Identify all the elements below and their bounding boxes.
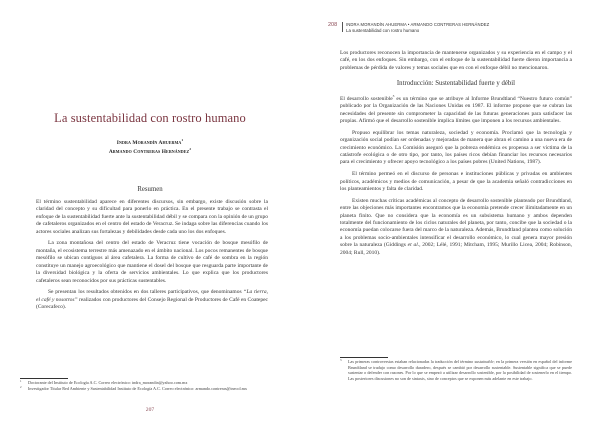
footnote-text: Investigador Titular Red Ambiente y Sustentabilidad Instituto de Ecología A.C. Correo electrónico: armando.contreras@inecol.mx xyxy=(28,385,248,391)
page-number: 208 xyxy=(328,22,338,28)
workshop-title: “La tierra, el café y nosotros” xyxy=(36,289,268,303)
running-head-divider xyxy=(342,22,343,32)
text-run: Las primeras controversias estaban relacionadas la traducción del término xyxy=(348,359,475,364)
author-name: Indra Morandín Ahuerma xyxy=(116,139,182,146)
footnote-mark: 1 xyxy=(181,138,184,142)
footnote-ref[interactable]: 3 xyxy=(392,93,395,98)
page-number: 207 xyxy=(145,407,155,413)
abstract-paragraph: La zona montañosa del centro del estado de Veracruz tiene vocación de bosque mesófilo de montaña, el ecosistema terrestre más amenazado en el ámbito nacional. Los pocos remanentes de bosque mesófilo se ubican contiguos al área cafetalera. La forma de cultivo de café de sombra en la región constituye un manejo agroecológico que mantiene el dosel del bosque que resguarda parte importante de la diversidad biológica y la oferta de servicios ambientales. Lo que explica que los productores cafetaleros sean reconocidos por sus prácticas sustentables. xyxy=(36,240,268,284)
body-paragraph xyxy=(340,198,572,258)
abstract-body xyxy=(36,199,268,316)
article-title: La sustentabilidad con rostro humano xyxy=(54,111,246,125)
footnote-divider xyxy=(340,357,388,358)
footnote-mark: 3 xyxy=(340,358,342,362)
text-run: Se presentan los resultados obtenidos en dos talleres participativos, que denominamos xyxy=(48,289,244,296)
footnote xyxy=(340,359,572,381)
author-name: Armando Contreras Hernández xyxy=(108,148,190,155)
footnotes xyxy=(20,380,252,391)
footnote-mark: 2 xyxy=(189,147,192,151)
section-heading: Introducción: Sustentabilidad fuerte y débil xyxy=(396,80,516,88)
footnotes xyxy=(340,359,572,381)
running-head-authors: INDRA MORANDÍN AHUERMA • ARMANDO CONTRERAS HERNÁNDEZ xyxy=(346,22,490,27)
author-2 xyxy=(0,147,300,155)
text-run: es un término que se atribuye al Informe Brundtland “Nuestro futuro común” publicado por la Organización de las Naciones Unidas en 1987. El informe propone que se cubran las necesidades del presente sin comprometer la capacidad de las futuras generaciones para satisfacer las propias. Afirmó que el desarrollo sostenible implica límites que imponen a los recursos ambientales. xyxy=(340,95,572,124)
body-paragraph xyxy=(340,93,572,126)
text-run: , 2002; Lélé, 1991; Mitcham, 1995; Murillo Licea, 2004; Robinson, 2004; Rull, 2010). xyxy=(340,242,572,256)
text-run: El desarrollo sostenible xyxy=(340,95,393,102)
right-body xyxy=(340,50,572,261)
footnote-mark: 2 xyxy=(20,384,22,389)
abstract-paragraph xyxy=(36,289,268,311)
footnote-divider xyxy=(20,378,68,379)
text-run: ; en la primera versión en español del informe Brundtland se tradujo como desarrollo duradero, después se cambió por desarrollo sustentable. Sustentable significa que se puede sustentar o defender con razones. Por lo que se empezó a utilizar desarrollo sostenible, por la posibilidad de sostenerlo en el tiempo. Las posteriores discusiones no son de sintaxis, sino de conceptos que se exponen más adelante en este trabajo. xyxy=(348,359,572,381)
body-paragraph: El término permeó en el discurso de personas e instituciones públicas y privadas en ambientes políticos, académicos y medios de comunicación, a pesar de que la academia señaló contradicciones en los planteamientos y falta de claridad. xyxy=(340,171,572,192)
body-paragraph: Los productores reconocen la importancia de mantenerse organizados y su experiencia en el campo y el café, en los dos enfoques. Sin embargo, con el enfoque de la sustentabilidad fuerte dieron importancia a problemas de pérdida de valores y temas sociales que en con el enfoque débil no mencionaron. xyxy=(340,50,572,71)
text-run: sustainable xyxy=(474,359,494,364)
text-run: realizados con productores del Consejo Regional de Productores de Café en Coatepec (Corecafeco). xyxy=(36,296,269,311)
footnote-mark: 1 xyxy=(20,379,22,383)
author-1 xyxy=(0,138,300,146)
running-head-title: La sustentabilidad con rostro humano xyxy=(346,28,420,33)
text-run: Existen muchas críticas académicas al concepto de desarrollo sostenible planteado por Brundtland, entre las objeciones más importantes encontramos que la economía pretende crecer ilimitadamente en un planeta finito. Que no considera que la economía es un subsistema humano y ambos dependen totalmente del funcionamiento de los ciclos naturales del planeta, por tanto, concibe que la sociedad o la economía puedan colocarse fuera del marco de la naturaleza. Además, Brundtland plantea como solución a los problemas socio-ambientales intensificar el desarrollo económico, lo cual genera mayor presión sobre la naturaleza (Giddings xyxy=(340,197,572,249)
abstract-paragraph: El término sustentabilidad aparece en diferentes discursos, sin embargo, existe discusión sobre la claridad del concepto y su dificultad para ponerlo en práctica. En el presente trabajo se contrasta el enfoque de la sustentabilidad fuerte ante la sustentabilidad débil y se compara con la opinión de un grupo de cafetaleros organizados en el centro del estado de Veracruz. Se indaga sobre las diferencias cuando los actores sociales analizan sus fortalezas y debilidades desde cada uno los dos enfoques. xyxy=(36,199,268,235)
abstract-heading: Resumen xyxy=(137,186,163,193)
footnote-text: Doctorante del Instituto de Ecología A.C. Correo electrónico: indra_morandin@yahoo.com.mx xyxy=(28,380,188,385)
body-paragraph: Propuso equilibrar los temas naturaleza, sociedad y economía. Proclamó que la tecnología y organización social podían ser ordenadas y mejoradas de manera que abran el camino a una nueva era de crecimiento económico. La Comisión aseguró que la pobreza endémica es propensa a ser víctima de la catástrofe ecológica o de otro tipo, por tanto, los países ricos debían financiar los recursos necesarios para el crecimiento y ofrecer apoyo tecnológico a los países pobres (United Nations, 1987). xyxy=(340,129,572,166)
text-run: et al. xyxy=(407,242,420,249)
footnote xyxy=(20,386,252,392)
